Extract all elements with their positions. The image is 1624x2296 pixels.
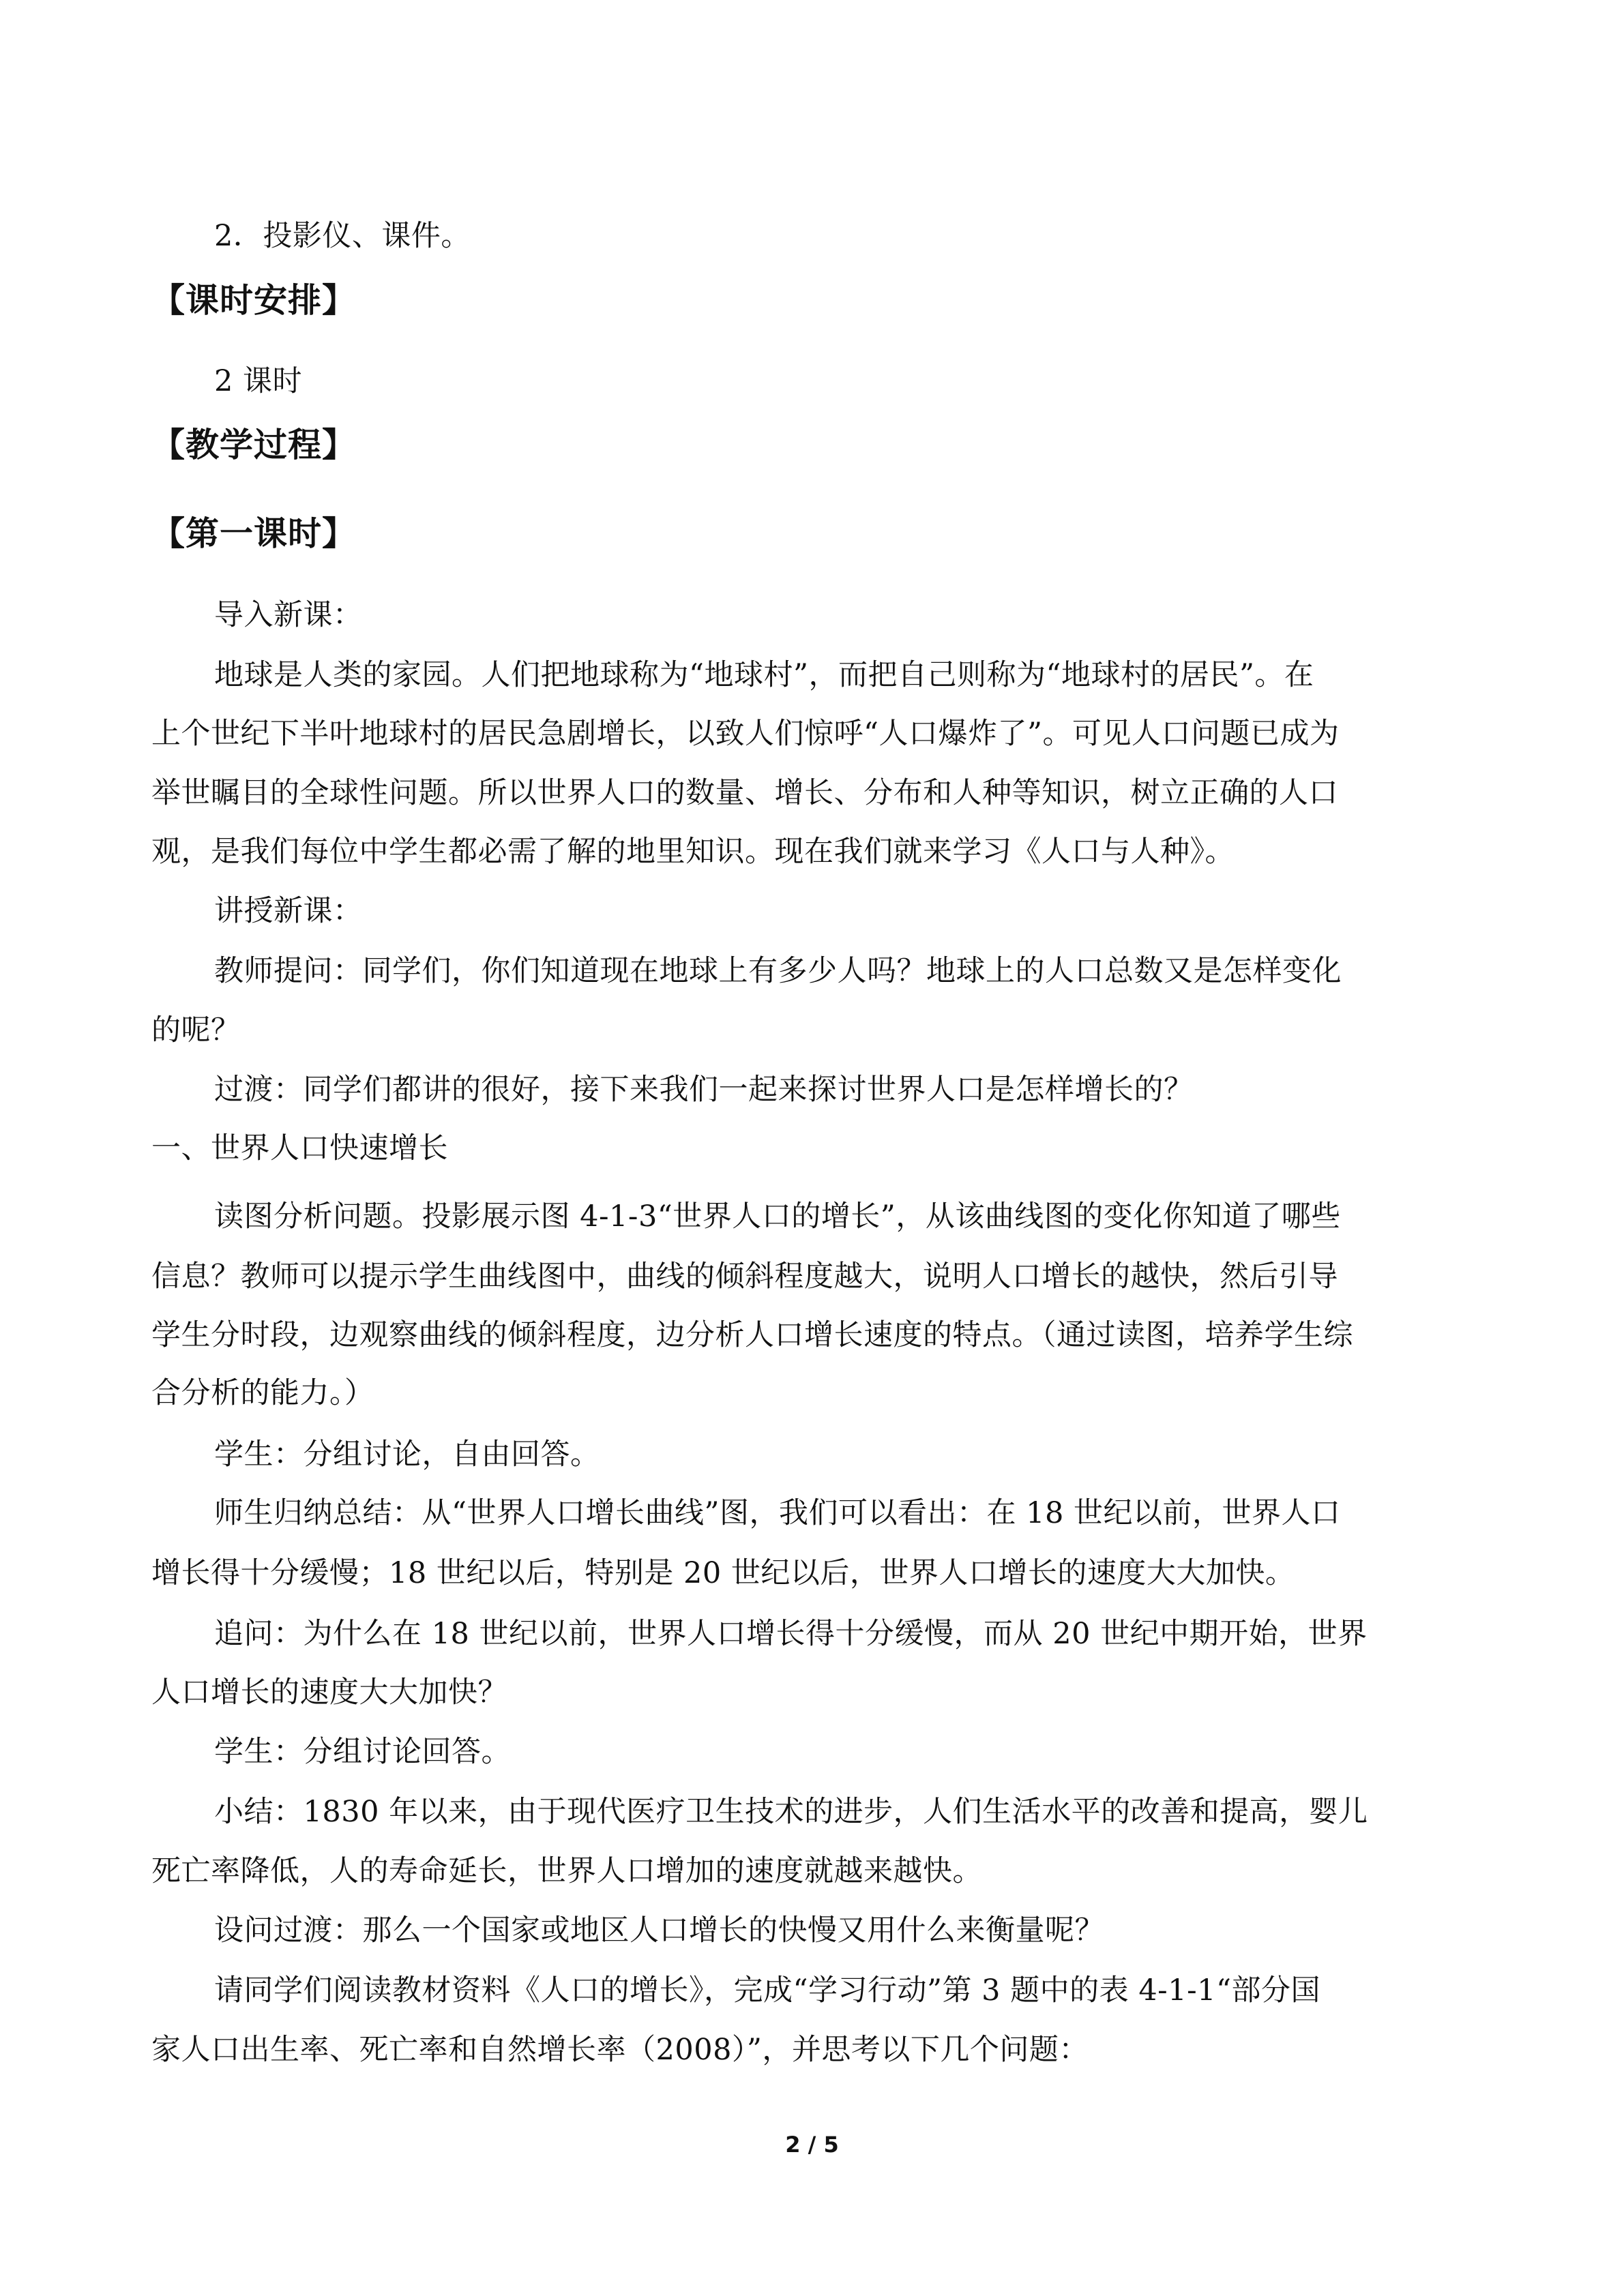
paragraph-line: 请同学们阅读教材资料《人口的增长》，完成“学习行动”第 3 题中的表 4-1-1“部分国 (214, 1973, 1320, 2008)
paragraph-line: 读图分析问题。投影展示图 4-1-3“世界人口的增长”，从该曲线图的变化你知道了哪些 (214, 1199, 1341, 1234)
paragraph-line: 过渡：同学们都讲的很好，接下来我们一起来探讨世界人口是怎样增长的？ (214, 1073, 1194, 1107)
heading-first-lesson: 【第一课时】 (151, 514, 357, 553)
materials-item-2: 2．投影仪、课件。 (214, 219, 471, 253)
paragraph-line: 信息？教师可以提示学生曲线图中，曲线的倾斜程度越大，说明人口增长的越快，然后引导 (151, 1259, 1338, 1294)
paragraph-line: 人口增长的速度大大加快？ (151, 1675, 507, 1710)
paragraph-line: 举世瞩目的全球性问题。所以世界人口的数量、增长、分布和人种等知识，树立正确的人口 (151, 776, 1338, 810)
paragraph-line: 地球是人类的家园。人们把地球称为“地球村”，而把自己则称为“地球村的居民”。在 (214, 658, 1314, 692)
paragraph-line: 的呢？ (151, 1013, 241, 1047)
paragraph-line: 家人口出生率、死亡率和自然增长率（2008）”，并思考以下几个问题： (151, 2033, 1089, 2067)
intro-label: 导入新课： (214, 598, 363, 632)
paragraph-line: 学生：分组讨论，自由回答。 (214, 1437, 600, 1472)
page-number: 2 / 5 (785, 2132, 839, 2158)
paragraph-line: 学生分时段，边观察曲线的倾斜程度，边分析人口增长速度的特点。（通过读图，培养学生综 (151, 1318, 1353, 1352)
paragraph-line: 教师提问：同学们，你们知道现在地球上有多少人吗？地球上的人口总数又是怎样变化 (214, 954, 1342, 988)
paragraph-line: 设问过渡：那么一个国家或地区人口增长的快慢又用什么来衡量呢？ (214, 1913, 1104, 1948)
paragraph-line: 死亡率降低，人的寿命延长，世界人口增加的速度就越来越快。 (151, 1854, 982, 1888)
heading-process: 【教学过程】 (151, 426, 357, 464)
schedule-text: 2 课时 (214, 364, 303, 398)
paragraph-line: 小结：1830 年以来，由于现代医疗卫生技术的进步，人们生活水平的改善和提高，婴儿 (214, 1795, 1368, 1829)
paragraph-line: 观，是我们每位中学生都必需了解的地里知识。现在我们就来学习《人口与人种》。 (151, 835, 1235, 869)
section-heading-1: 一、世界人口快速增长 (151, 1131, 448, 1165)
paragraph-line: 合分析的能力。） (151, 1376, 374, 1410)
paragraph-line: 学生：分组讨论回答。 (214, 1735, 511, 1769)
paragraph-line: 追问：为什么在 18 世纪以前，世界人口增长得十分缓慢，而从 20 世纪中期开始，世界 (214, 1617, 1368, 1651)
new-lesson-label: 讲授新课： (214, 894, 363, 928)
paragraph-line: 师生归纳总结：从“世界人口增长曲线”图，我们可以看出：在 18 世纪以前，世界人口 (214, 1496, 1341, 1530)
paragraph-line: 上个世纪下半叶地球村的居民急剧增长，以致人们惊呼“人口爆炸了”。可见人口问题已成为 (151, 717, 1340, 751)
paragraph-line: 增长得十分缓慢；18 世纪以后，特别是 20 世纪以后，世界人口增长的速度大大加快。 (151, 1556, 1295, 1590)
heading-schedule: 【课时安排】 (151, 281, 357, 320)
